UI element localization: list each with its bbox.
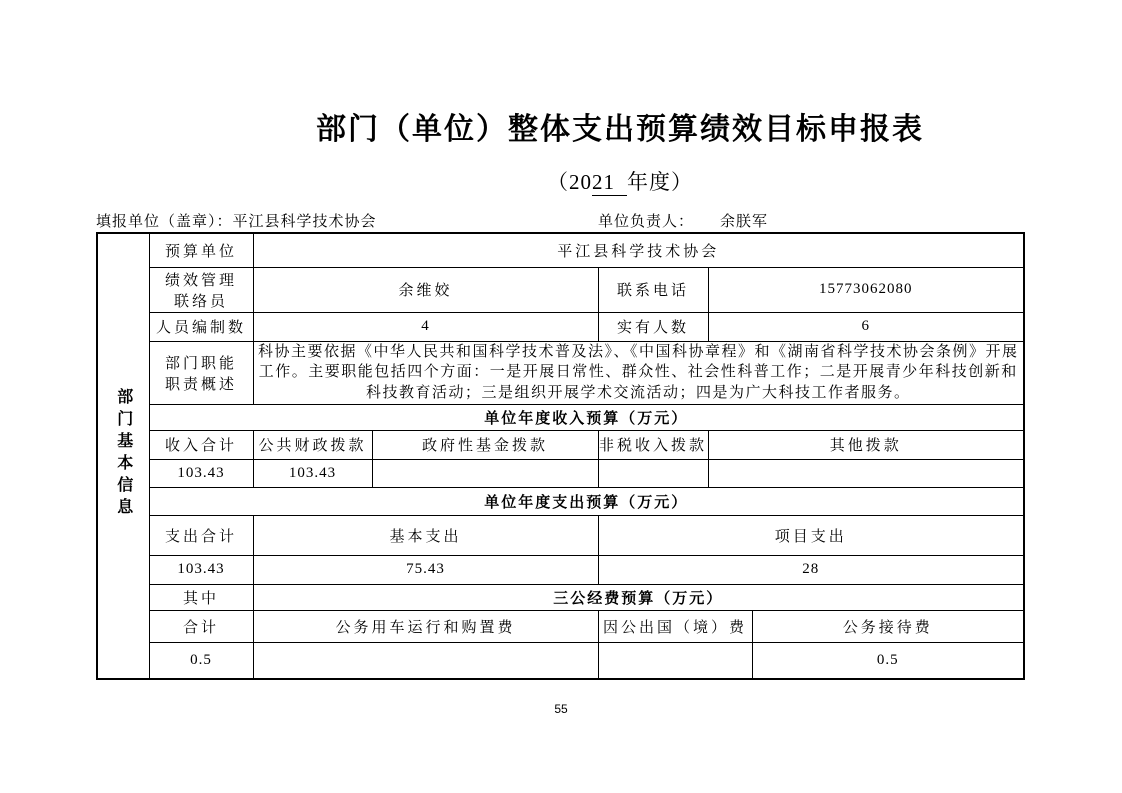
income-value-public-finance: 103.43 [253, 459, 372, 487]
income-header-total: 收入合计 [149, 430, 253, 459]
income-header-gov-fund: 政府性基金拨款 [372, 430, 598, 459]
row-three-public-title [97, 584, 1024, 610]
expense-value-basic: 75.43 [253, 555, 598, 584]
duties-label-cell [149, 341, 253, 404]
duties-value-cell: 科协主要依据《中华人民共和国科学技术普及法》、《中国科协章程》和《湖南省科学技术协会条例》开展工作。主要职能包括四个方面：一是开展日常性、群众性、社会性科普工作；二是开展青少年科技创新和科技教育活动；三是组织开展学术交流活动；四是为广大科技工作者服务。 [253, 341, 1024, 404]
form-header-line [96, 210, 1023, 232]
income-value-total: 103.43 [149, 459, 253, 487]
year-prefix: （20 [547, 170, 592, 194]
phone-label-cell: 联系电话 [598, 267, 708, 312]
fill-unit-label: 填报单位（盖章）： [96, 214, 233, 230]
three-public-header-total: 合计 [149, 610, 253, 642]
row-staffing [97, 312, 1024, 341]
expense-value-project: 28 [598, 555, 1024, 584]
income-title-cell: 单位年度收入预算（万元） [149, 404, 1024, 430]
liaison-label: 绩效管理联络员 [164, 272, 237, 310]
basic-info-table [96, 232, 1025, 680]
liaison-label-cell [149, 267, 253, 312]
three-public-value-abroad [598, 642, 752, 679]
row-expense-values [97, 555, 1024, 584]
responsible-person [598, 210, 768, 231]
income-value-gov-fund [372, 459, 598, 487]
income-header-nontax: 非税收入拨款 [598, 430, 708, 459]
three-public-title-cell: 三公经费预算（万元） [253, 584, 1024, 610]
responsible-value: 余朕军 [720, 214, 769, 230]
among-label-cell: 其中 [149, 584, 253, 610]
row-income-headers [97, 430, 1024, 459]
three-public-header-abroad: 因公出国（境）费 [598, 610, 752, 642]
row-expense-headers [97, 515, 1024, 555]
phone-value-cell: 15773062080 [708, 267, 1024, 312]
duties-label: 部门职能职责概述 [164, 355, 237, 393]
row-expense-title [97, 487, 1024, 515]
three-public-header-reception: 公务接待费 [752, 610, 1024, 642]
page-title: 部门（单位）整体支出预算绩效目标申报表 [316, 113, 924, 146]
row-duties [97, 341, 1024, 404]
row-liaison [97, 267, 1024, 312]
income-header-other: 其他拨款 [708, 430, 1024, 459]
expense-header-project: 项目支出 [598, 515, 1024, 555]
fill-unit [96, 210, 377, 231]
three-public-value-reception: 0.5 [752, 642, 1024, 679]
responsible-label: 单位负责人： [598, 214, 695, 230]
staff-actual-label-cell: 实有人数 [598, 312, 708, 341]
expense-title-cell: 单位年度支出预算（万元） [149, 487, 1024, 515]
section-label: 部门基本信息 [114, 387, 132, 520]
fill-unit-value: 平江县科学技术协会 [232, 214, 377, 230]
row-income-title [97, 404, 1024, 430]
year-subtitle [120, 166, 1120, 196]
income-value-other [708, 459, 1024, 487]
income-value-nontax [598, 459, 708, 487]
row-three-public-values [97, 642, 1024, 679]
year-suffix: 年度） [627, 170, 693, 194]
row-income-values [97, 459, 1024, 487]
income-header-public-finance: 公共财政拨款 [253, 430, 372, 459]
row-budget-unit [97, 233, 1024, 267]
three-public-value-total: 0.5 [149, 642, 253, 679]
three-public-header-vehicle: 公务用车运行和购置费 [253, 610, 598, 642]
three-public-value-vehicle [253, 642, 598, 679]
year-underlined: 21 [592, 170, 627, 196]
liaison-value-cell: 余维姣 [253, 267, 598, 312]
budget-unit-value-cell: 平江县科学技术协会 [253, 233, 1024, 267]
staff-quota-value-cell: 4 [253, 312, 598, 341]
staff-actual-value-cell: 6 [708, 312, 1024, 341]
staff-quota-label-cell: 人员编制数 [149, 312, 253, 341]
budget-unit-label-cell: 预算单位 [149, 233, 253, 267]
row-three-public-headers [97, 610, 1024, 642]
section-label-cell [97, 233, 149, 679]
expense-header-basic: 基本支出 [253, 515, 598, 555]
page-number: 55 [554, 702, 568, 716]
expense-value-total: 103.43 [149, 555, 253, 584]
expense-header-total: 支出合计 [149, 515, 253, 555]
